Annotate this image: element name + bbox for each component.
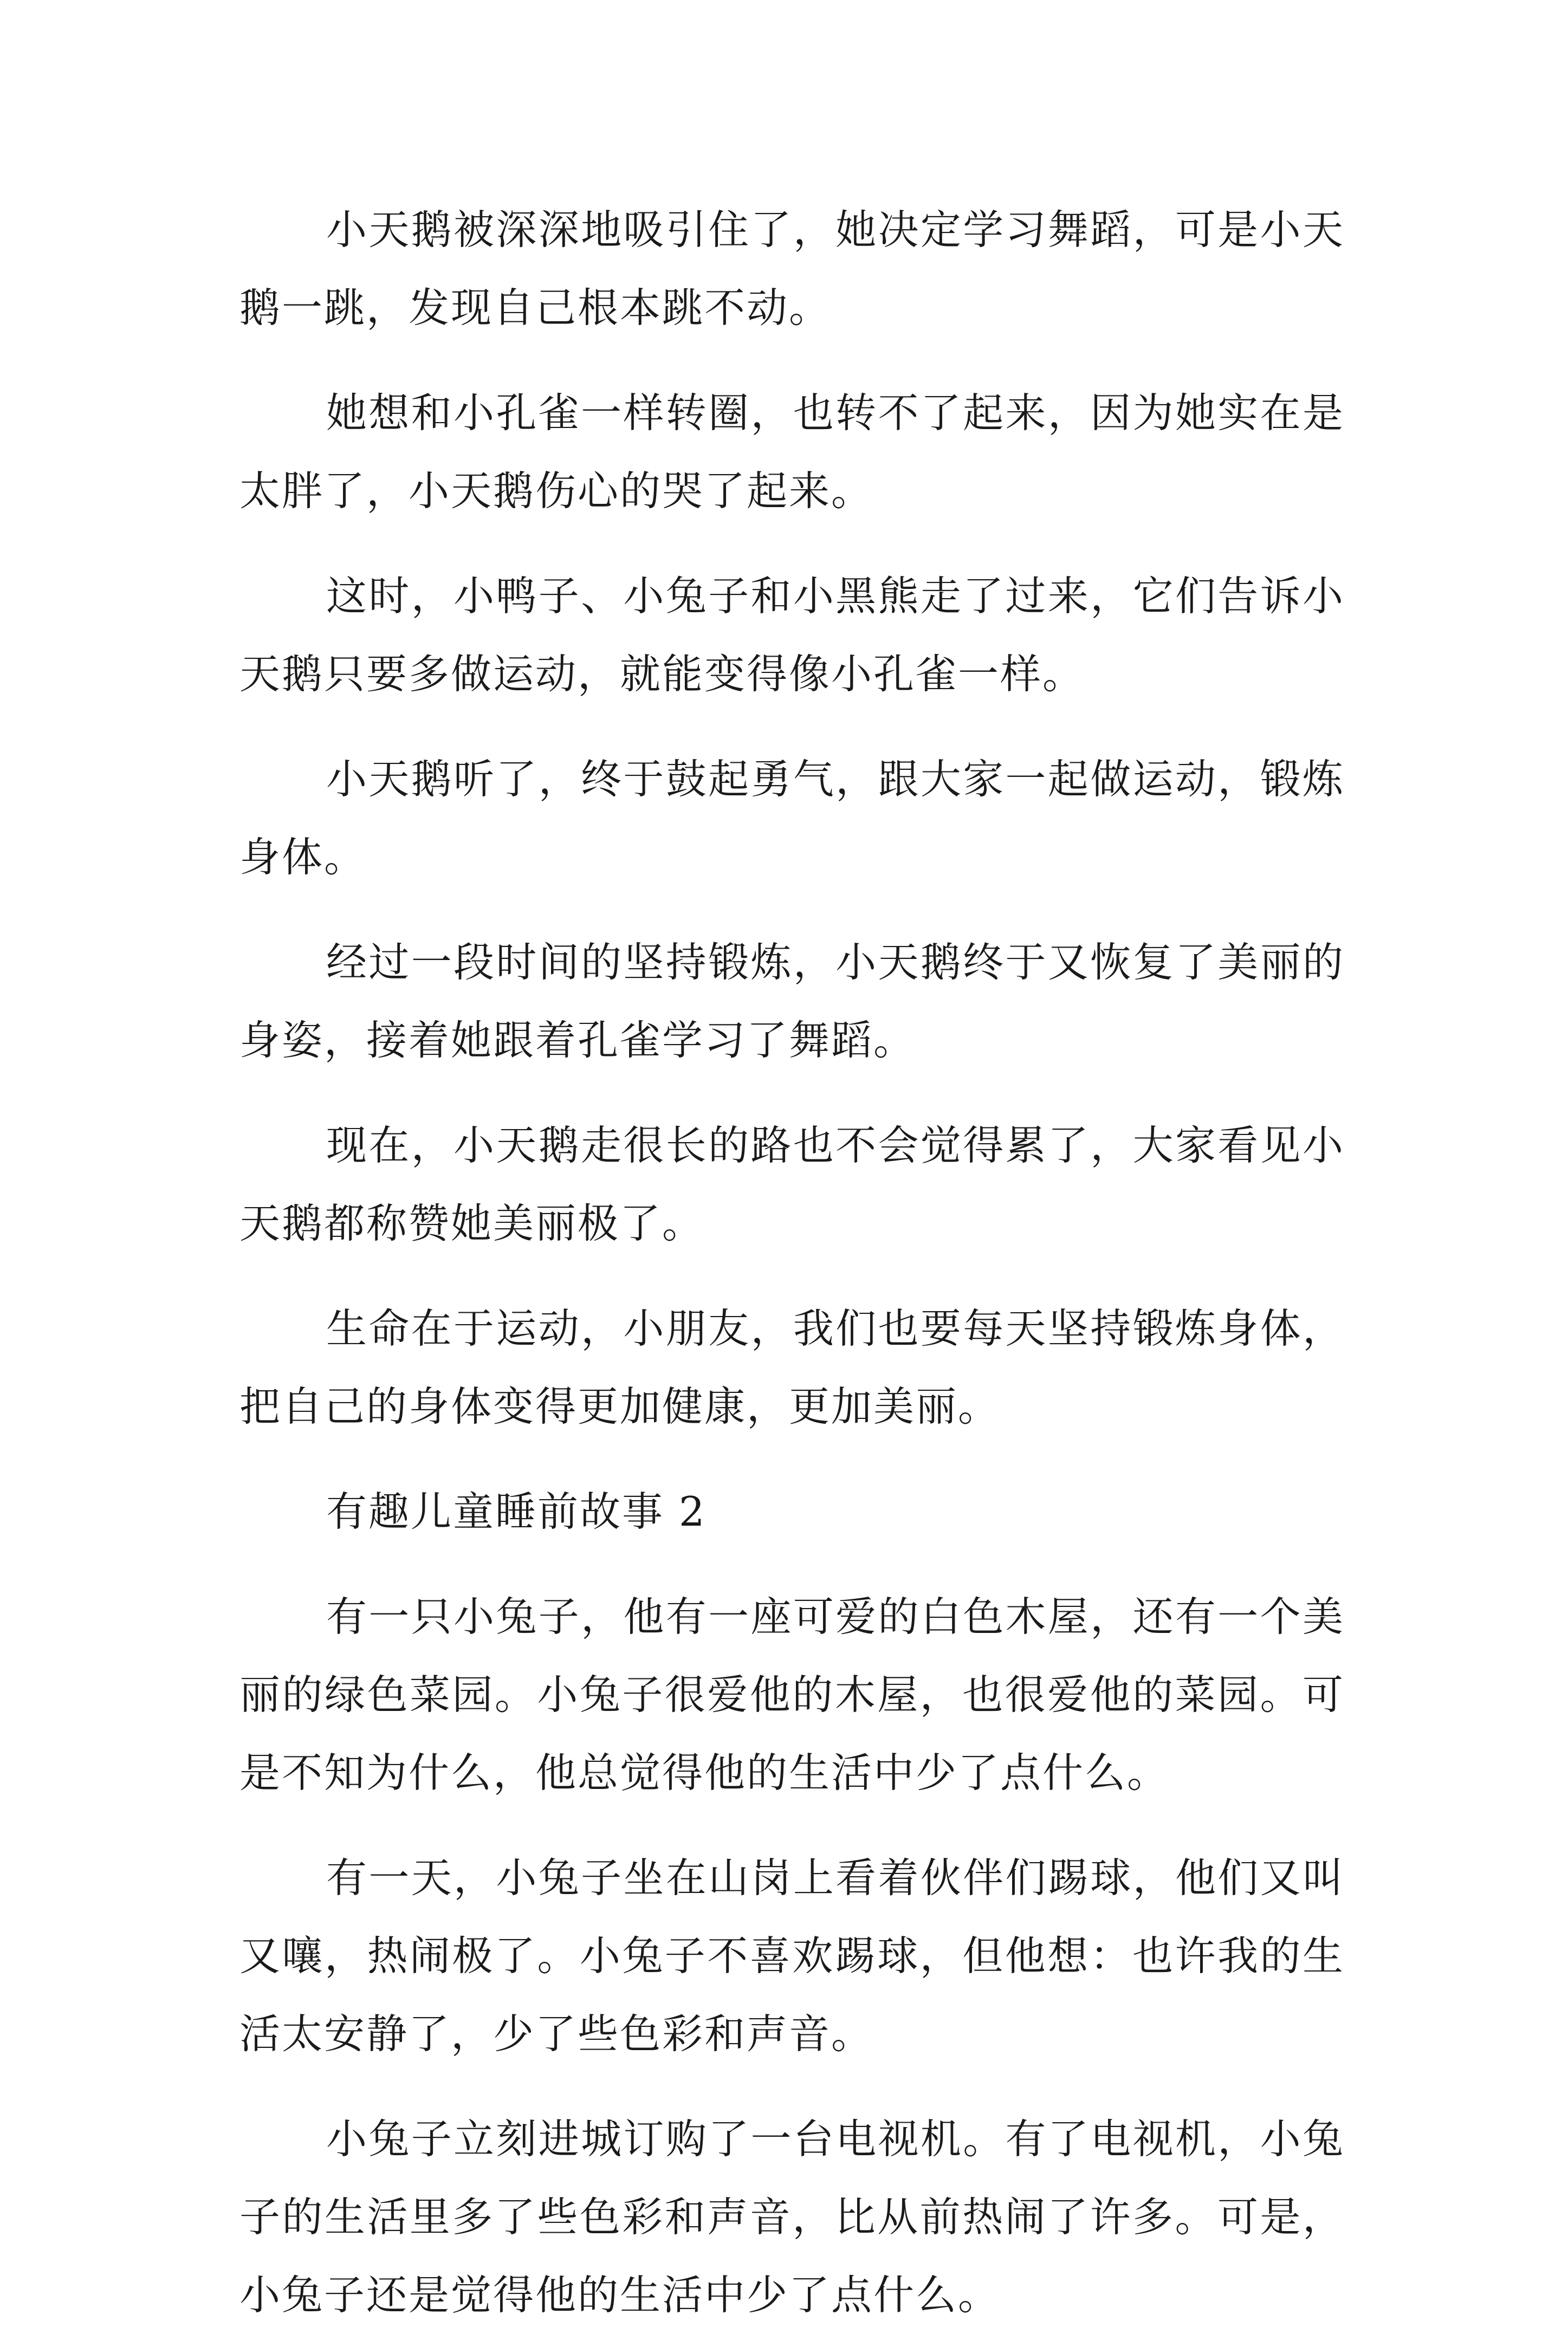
paragraph: 生命在于运动，小朋友，我们也要每天坚持锻炼身体，把自己的身体变得更加健康，更加美丽。 — [239, 1305, 1345, 1430]
paragraph: 小兔子立刻进城订购了一台电视机。有了电视机，小兔子的生活里多了些色彩和声音，比从前热闹了许多。可是，小兔子还是觉得他的生活中少了点什么。 — [239, 2115, 1345, 2319]
paragraph: 小天鹅听了，终于鼓起勇气，跟大家一起做运动，锻炼身体。 — [239, 755, 1345, 881]
paragraph: 经过一段时间的坚持锻炼，小天鹅终于又恢复了美丽的身姿，接着她跟着孔雀学习了舞蹈。 — [239, 938, 1345, 1064]
paragraph: 有一天，小兔子坐在山岗上看着伙伴们踢球，他们又叫又嚷，热闹极了。小兔子不喜欢踢球，但他想：也许我的生活太安静了，少了些色彩和声音。 — [239, 1854, 1345, 2058]
story-text — [239, 191, 1345, 2334]
paragraph: 现在，小天鹅走很长的路也不会觉得累了，大家看见小天鹅都称赞她美丽极了。 — [239, 1121, 1345, 1247]
story-heading: 有趣儿童睡前故事 2 — [326, 1488, 707, 1535]
paragraph: 小天鹅被深深地吸引住了，她决定学习舞蹈，可是小天鹅一跳，发现自己根本跳不动。 — [239, 206, 1345, 332]
paragraph: 这时，小鸭子、小兔子和小黑熊走了过来，它们告诉小天鹅只要多做运动，就能变得像小孔雀一样。 — [239, 572, 1345, 698]
paragraph: 有一只小兔子，他有一座可爱的白色木屋，还有一个美丽的绿色菜园。小兔子很爱他的木屋，也很爱他的菜园。可是不知为什么，他总觉得他的生活中少了点什么。 — [239, 1593, 1345, 1797]
paragraph: 她想和小孔雀一样转圈，也转不了起来，因为她实在是太胖了，小天鹅伤心的哭了起来。 — [239, 389, 1345, 515]
